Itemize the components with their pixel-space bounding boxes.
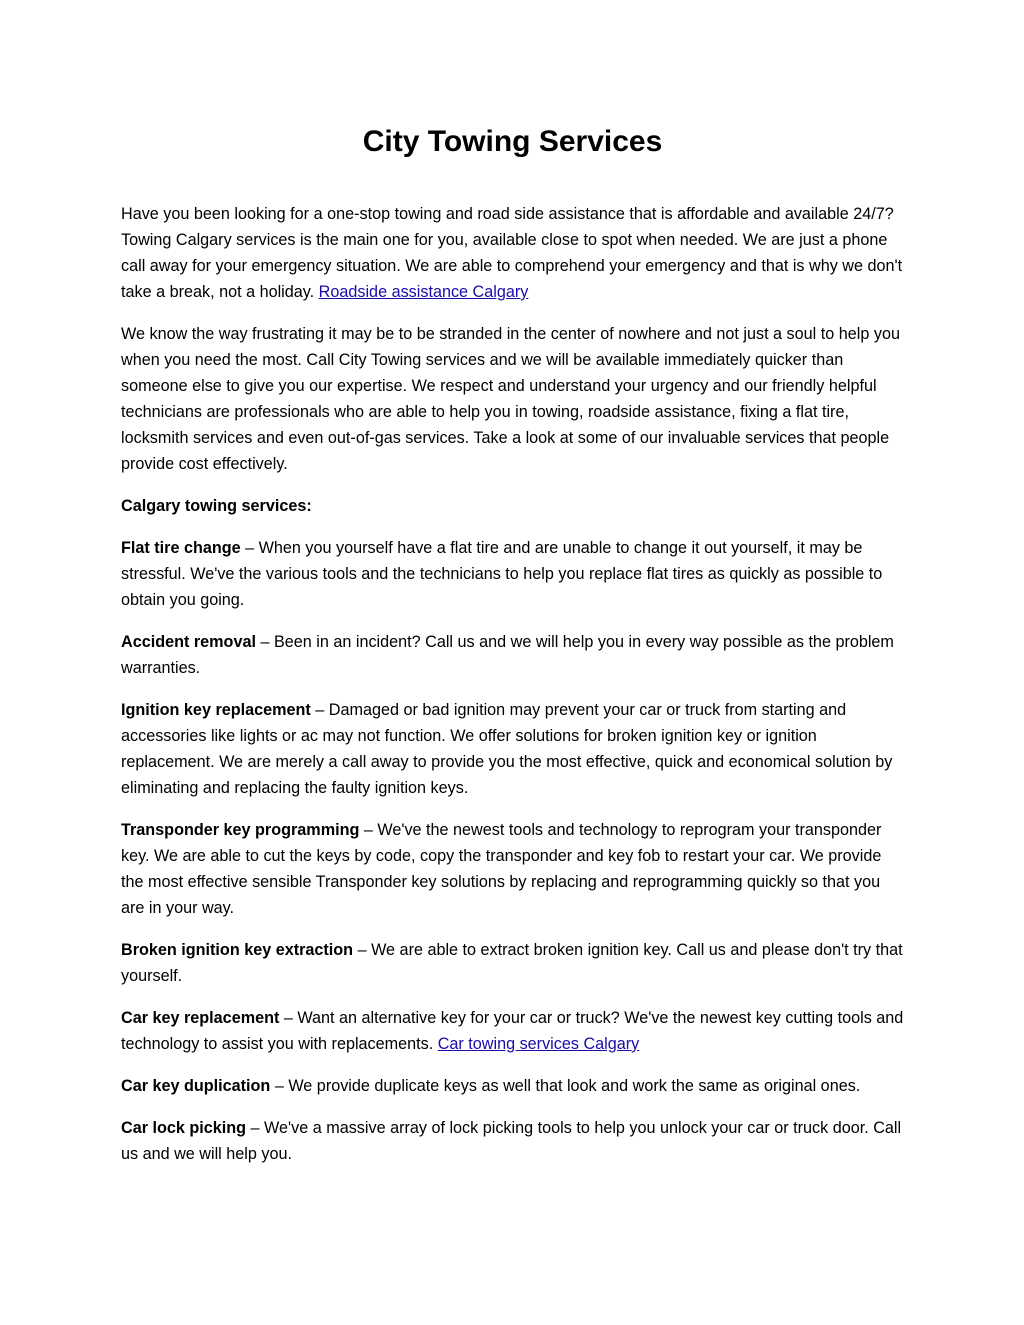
service-description: – Want an alternative key for your car or truck? We've the newest key cutting tools and technology to assist you with replacements. (121, 1009, 904, 1053)
service-description: – Been in an incident? Call us and we will help you in every way possible as the problem warranties. (121, 633, 894, 677)
service-description: – Damaged or bad ignition may prevent your car or truck from starting and accessories like lights or ac may not function. We offer solutions for broken ignition key or ignition replacement. We are merely a call away to provide you the most effective, quick and economical solution by eliminating and replacing the faulty ignition keys. (121, 701, 893, 797)
service-item-accident-removal (121, 629, 904, 681)
service-description: – We've a massive array of lock picking tools to help you unlock your car or truck door. Call us and we will help you. (121, 1119, 902, 1163)
service-term: Car key duplication (121, 1077, 271, 1095)
service-description: – We've the newest tools and technology to reprogram your transponder key. We are able to cut the keys by code, copy the transponder and key fob to restart your car. We provide the most effective sensible Transponder key solutions by replacing and reprogramming quickly so that you are in your way. (121, 821, 882, 917)
service-term: Broken ignition key extraction (121, 941, 354, 959)
section-heading (121, 493, 904, 519)
intro-text: Have you been looking for a one-stop towing and road side assistance that is affordable and available 24/7? Towing Calgary services is the main one for you, available close to spot when needed. We are just a phone call away for your emergency situation. We are able to comprehend your emergency and that is why we don't take a break, not a holiday. (121, 205, 903, 301)
service-term: Car key replacement (121, 1009, 280, 1027)
service-item-ignition-key-replacement (121, 697, 904, 801)
about-paragraph: We know the way frustrating it may be to be stranded in the center of nowhere and not just a soul to help you when you need the most. Call City Towing services and we will be available immediately quicker than someone else to give you our expertise. We respect and understand your urgency and our friendly helpful technicians are professionals who are able to help you in towing, roadside assistance, fixing a flat tire, locksmith services and even out-of-gas services. Take a look at some of our invaluable services that people provide cost effectively. (121, 325, 900, 473)
service-description: – We provide duplicate keys as well that look and work the same as original ones. (270, 1077, 861, 1095)
intro-paragraph (121, 201, 904, 305)
service-term: Transponder key programming (121, 821, 360, 839)
car-towing-services-link[interactable]: Car towing services Calgary (437, 1035, 640, 1053)
service-term: Flat tire change (121, 539, 241, 557)
service-item-car-lock-picking (121, 1115, 904, 1167)
service-term: Accident removal (121, 633, 256, 651)
service-item-car-key-duplication (121, 1073, 904, 1099)
service-item-transponder-key (121, 817, 904, 921)
service-term: Car lock picking (121, 1119, 247, 1137)
section-heading-text: Calgary towing services: (121, 497, 312, 515)
service-item-flat-tire (121, 535, 904, 613)
service-item-broken-key-extraction (121, 937, 904, 989)
service-item-car-key-replacement (121, 1005, 904, 1057)
service-description: – When you yourself have a flat tire and are unable to change it out yourself, it may be stressful. We've the various tools and the technicians to help you replace flat tires as quickly as possible to obtain you going. (121, 539, 883, 609)
service-description: – We are able to extract broken ignition key. Call us and please don't try that yourself. (121, 941, 903, 985)
roadside-assistance-link[interactable]: Roadside assistance Calgary (318, 283, 529, 301)
service-term: Ignition key replacement (121, 701, 311, 719)
page-title: City Towing Services (362, 125, 663, 158)
